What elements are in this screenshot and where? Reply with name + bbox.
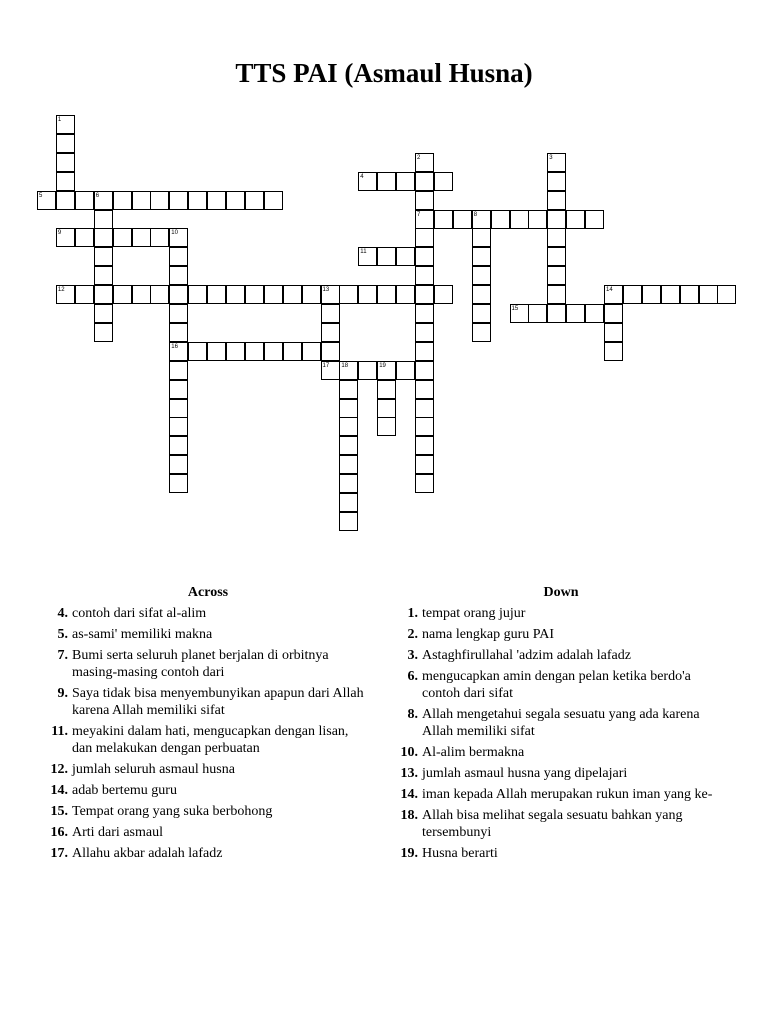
grid-cell[interactable] — [547, 228, 566, 247]
grid-cell[interactable] — [339, 417, 358, 436]
grid-cell[interactable] — [377, 361, 396, 380]
grid-cell[interactable] — [94, 228, 113, 247]
grid-cell[interactable] — [472, 266, 491, 285]
across-clue — [46, 845, 370, 862]
grid-cell[interactable] — [604, 323, 623, 342]
down-clue — [396, 765, 726, 782]
grid-cell[interactable] — [415, 304, 434, 323]
grid-cell[interactable] — [56, 134, 75, 153]
grid-cell[interactable] — [302, 285, 321, 304]
grid-cell[interactable] — [415, 455, 434, 474]
clue-number: 5. — [57, 627, 68, 642]
across-heading: Across — [187, 585, 229, 600]
grid-cell[interactable] — [415, 436, 434, 455]
grid-cell[interactable] — [547, 191, 566, 210]
across-clue — [46, 782, 370, 799]
clue-number: 6. — [407, 669, 418, 684]
grid-cell[interactable] — [339, 493, 358, 512]
grid-cell[interactable] — [169, 380, 188, 399]
grid-cell[interactable] — [245, 342, 264, 361]
clue-number: 3 — [549, 154, 553, 161]
grid-cell[interactable] — [226, 191, 245, 210]
grid-cell[interactable] — [188, 191, 207, 210]
clue-number: 12 — [57, 287, 65, 294]
grid-cell[interactable] — [56, 153, 75, 172]
grid-cell[interactable] — [339, 380, 358, 399]
grid-cell[interactable] — [358, 361, 377, 380]
grid-cell[interactable] — [339, 285, 358, 304]
clue-number: 14. — [50, 783, 68, 798]
down-clue — [396, 626, 726, 643]
grid-cell[interactable] — [377, 172, 396, 191]
grid-cell[interactable] — [169, 417, 188, 436]
clue-number: 10 — [171, 230, 178, 237]
clue-number: 18. — [400, 808, 418, 823]
grid-cell[interactable] — [642, 285, 661, 304]
grid-cell[interactable] — [56, 172, 75, 191]
grid-cell[interactable] — [604, 342, 623, 361]
grid-cell[interactable] — [94, 285, 113, 304]
grid-cell[interactable] — [264, 342, 283, 361]
grid-cell[interactable] — [113, 228, 132, 247]
clue-text: Arti dari asmaul — [72, 825, 163, 840]
grid-cell[interactable] — [226, 342, 245, 361]
clue-number: 18 — [341, 362, 349, 369]
clue-number: 1 — [57, 117, 62, 123]
across-clue — [46, 685, 370, 719]
clue-number: 7. — [57, 648, 68, 663]
grid-cell[interactable] — [415, 342, 434, 361]
grid-cell[interactable] — [188, 342, 207, 361]
grid-cell[interactable] — [415, 323, 434, 342]
grid-cell[interactable] — [358, 285, 377, 304]
down-clue — [396, 706, 726, 740]
grid-cell[interactable] — [339, 512, 358, 531]
grid-cell[interactable] — [566, 304, 585, 323]
grid-cell[interactable] — [377, 380, 396, 399]
grid-cell[interactable] — [434, 210, 453, 229]
clue-number: 19 — [379, 362, 386, 369]
clue-number: 13. — [400, 766, 418, 781]
clue-number: 14. — [400, 787, 418, 802]
grid-cell[interactable] — [132, 228, 151, 247]
grid-cell[interactable] — [56, 115, 75, 134]
grid-cell[interactable] — [283, 285, 302, 304]
grid-cell[interactable] — [321, 323, 340, 342]
clue-text: Allah bisa melihat segala sesuatu bahkan yang tersembunyi — [422, 808, 683, 840]
down-heading: Down — [543, 585, 579, 600]
grid-cell[interactable] — [302, 342, 321, 361]
grid-cell[interactable] — [94, 266, 113, 285]
clue-number: 14 — [606, 287, 613, 294]
grid-cell[interactable] — [94, 210, 113, 229]
grid-cell[interactable] — [169, 247, 188, 266]
grid-cell[interactable] — [377, 417, 396, 436]
clue-text: Allahu akbar adalah lafadz — [72, 846, 223, 861]
grid-cell[interactable] — [245, 285, 264, 304]
grid-cell[interactable] — [94, 323, 113, 342]
clue-text: Saya tidak bisa menyembunyikan apapun dari Allah karena Allah memiliki sifat — [72, 686, 364, 718]
clue-number: 9 — [57, 230, 62, 237]
grid-cell[interactable] — [207, 285, 226, 304]
grid-cell[interactable] — [396, 285, 415, 304]
grid-cell[interactable] — [547, 153, 566, 172]
grid-cell[interactable] — [415, 228, 434, 247]
grid-cell[interactable] — [207, 191, 226, 210]
grid-cell[interactable] — [415, 153, 434, 172]
clue-text: meyakini dalam hati, mengucapkan dengan lisan, dan melakukan dengan perbuatan — [72, 724, 349, 756]
grid-cell[interactable] — [264, 285, 283, 304]
grid-cell[interactable] — [283, 342, 302, 361]
across-clue — [46, 824, 370, 841]
clue-number: 19. — [400, 846, 418, 861]
grid-cell[interactable] — [415, 361, 434, 380]
down-clue — [396, 807, 726, 841]
across-clue — [46, 723, 370, 757]
grid-cell[interactable] — [472, 228, 491, 247]
grid-cell[interactable] — [472, 323, 491, 342]
clue-number: 17. — [50, 846, 68, 861]
grid-cell[interactable] — [169, 228, 188, 247]
across-clue — [46, 647, 370, 681]
clue-number: 13 — [322, 287, 330, 294]
grid-cell[interactable] — [717, 285, 736, 304]
grid-cell[interactable] — [169, 191, 188, 210]
grid-cell[interactable] — [226, 285, 245, 304]
grid-cell[interactable] — [339, 455, 358, 474]
grid-cell[interactable] — [434, 172, 453, 191]
grid-cell[interactable] — [528, 210, 547, 229]
grid-cell[interactable] — [94, 191, 113, 210]
grid-cell[interactable] — [358, 247, 377, 266]
grid-cell[interactable] — [472, 285, 491, 304]
down-clue — [396, 744, 726, 761]
grid-cell[interactable] — [207, 342, 226, 361]
grid-cell[interactable] — [547, 247, 566, 266]
grid-cell[interactable] — [604, 285, 623, 304]
clue-number: 4 — [360, 173, 364, 180]
grid-cell[interactable] — [169, 285, 188, 304]
grid-cell[interactable] — [415, 474, 434, 493]
grid-cell[interactable] — [94, 247, 113, 266]
clue-text: Bumi serta seluruh planet berjalan di orbitnya masing-masing contoh dari — [72, 648, 329, 680]
clue-number: 16. — [50, 825, 68, 840]
clue-number: 3. — [407, 648, 418, 663]
clue-text: jumlah seluruh asmaul husna — [72, 762, 235, 777]
grid-cell[interactable] — [415, 399, 434, 418]
clue-text: iman kepada Allah merupakan rukun iman yang ke- — [422, 787, 713, 802]
clue-text: Allah mengetahui segala sesuatu yang ada karena Allah memiliki sifat — [422, 707, 700, 739]
grid-cell[interactable] — [169, 266, 188, 285]
clue-text: tempat orang jujur — [422, 606, 526, 621]
grid-cell[interactable] — [510, 304, 529, 323]
grid-cell[interactable] — [623, 285, 642, 304]
grid-cell[interactable] — [396, 172, 415, 191]
grid-cell[interactable] — [547, 266, 566, 285]
grid-cell[interactable] — [169, 304, 188, 323]
grid-cell[interactable] — [321, 342, 340, 361]
grid-cell[interactable] — [415, 285, 434, 304]
across-clue — [46, 626, 370, 643]
grid-cell[interactable] — [245, 191, 264, 210]
grid-cell[interactable] — [56, 191, 75, 210]
grid-cell[interactable] — [566, 210, 585, 229]
grid-cell[interactable] — [661, 285, 680, 304]
clue-number: 15 — [511, 306, 519, 312]
grid-cell[interactable] — [528, 304, 547, 323]
down-clue — [396, 845, 726, 862]
grid-cell[interactable] — [472, 304, 491, 323]
grid-cell[interactable] — [547, 304, 566, 323]
clue-text: mengucapkan amin dengan pelan ketika berdo'a contoh dari sifat — [422, 669, 691, 701]
grid-cell[interactable] — [604, 304, 623, 323]
grid-cell[interactable] — [377, 399, 396, 418]
down-clue — [396, 786, 726, 803]
grid-cell[interactable] — [585, 304, 604, 323]
page-title: TTS PAI (Asmaul Husna) — [235, 58, 533, 88]
grid-cell[interactable] — [547, 172, 566, 191]
clue-number: 11 — [360, 249, 367, 256]
clue-text: as-sami' memiliki makna — [72, 627, 213, 642]
grid-cell[interactable] — [37, 191, 56, 210]
clue-number: 6 — [95, 192, 100, 199]
grid-cell[interactable] — [415, 380, 434, 399]
down-clue — [396, 668, 726, 702]
clue-number: 8. — [407, 707, 418, 722]
down-clue — [396, 605, 726, 622]
clue-text: Al-alim bermakna — [422, 745, 525, 760]
clue-number: 17 — [322, 362, 330, 369]
grid-cell[interactable] — [169, 474, 188, 493]
grid-cell[interactable] — [113, 285, 132, 304]
grid-cell[interactable] — [188, 285, 207, 304]
grid-cell[interactable] — [321, 304, 340, 323]
clue-text: contoh dari sifat al-alim — [72, 606, 207, 621]
clue-number: 7 — [417, 211, 421, 218]
across-clue — [46, 803, 370, 820]
grid-cell[interactable] — [75, 228, 94, 247]
grid-cell[interactable] — [396, 247, 415, 266]
grid-cell[interactable] — [377, 247, 396, 266]
grid-cell[interactable] — [547, 210, 566, 229]
grid-cell[interactable] — [169, 399, 188, 418]
grid-cell[interactable] — [169, 361, 188, 380]
grid-cell[interactable] — [415, 191, 434, 210]
clue-number: 9. — [57, 686, 68, 701]
grid-cell[interactable] — [321, 285, 340, 304]
grid-cell[interactable] — [75, 285, 94, 304]
grid-cell[interactable] — [169, 455, 188, 474]
across-clues — [46, 585, 370, 866]
clue-text: jumlah asmaul husna yang dipelajari — [422, 766, 628, 781]
grid-cell[interactable] — [415, 247, 434, 266]
across-clue — [46, 605, 370, 622]
grid-cell[interactable] — [415, 417, 434, 436]
grid-cell[interactable] — [510, 210, 529, 229]
grid-cell[interactable] — [132, 191, 151, 210]
grid-cell[interactable] — [339, 474, 358, 493]
grid-cell[interactable] — [150, 228, 169, 247]
grid-cell[interactable] — [453, 210, 472, 229]
grid-cell[interactable] — [169, 323, 188, 342]
grid-cell[interactable] — [415, 210, 434, 229]
grid-cell[interactable] — [434, 285, 453, 304]
grid-cell[interactable] — [415, 172, 434, 191]
clue-text: Tempat orang yang suka berbohong — [72, 804, 273, 819]
grid-cell[interactable] — [113, 191, 132, 210]
grid-cell[interactable] — [56, 285, 75, 304]
grid-cell[interactable] — [132, 285, 151, 304]
clue-number: 2 — [417, 154, 421, 161]
clue-number: 16 — [171, 343, 178, 350]
grid-cell[interactable] — [699, 285, 718, 304]
clue-number: 12. — [50, 762, 68, 777]
grid-cell[interactable] — [339, 399, 358, 418]
grid-cell[interactable] — [169, 436, 188, 455]
across-clue — [46, 761, 370, 778]
grid-cell[interactable] — [472, 210, 491, 229]
clue-number: 15. — [50, 804, 68, 819]
grid-cell[interactable] — [94, 304, 113, 323]
grid-cell[interactable] — [358, 172, 377, 191]
grid-cell[interactable] — [339, 436, 358, 455]
clue-text: nama lengkap guru PAI — [422, 627, 555, 642]
clue-number: 5 — [39, 192, 43, 199]
grid-cell[interactable] — [321, 361, 340, 380]
clue-text: adab bertemu guru — [72, 783, 177, 798]
grid-cell[interactable] — [150, 285, 169, 304]
clue-number: 4. — [57, 606, 68, 621]
grid-cell[interactable] — [169, 342, 188, 361]
grid-cell[interactable] — [680, 285, 699, 304]
down-clues — [396, 585, 726, 866]
clue-number: 1. — [407, 606, 418, 621]
grid-cell[interactable] — [377, 285, 396, 304]
clue-text: Husna berarti — [422, 846, 498, 861]
clue-number: 8 — [473, 211, 478, 218]
grid-cell[interactable] — [472, 247, 491, 266]
clue-text: Astaghfirullahal 'adzim adalah lafadz — [422, 648, 631, 663]
grid-cell[interactable] — [415, 266, 434, 285]
grid-cell[interactable] — [585, 210, 604, 229]
grid-cell[interactable] — [547, 285, 566, 304]
grid-cell[interactable] — [396, 361, 415, 380]
down-clue — [396, 647, 726, 664]
grid-cell[interactable] — [75, 191, 94, 210]
clue-number: 2. — [407, 627, 418, 642]
grid-cell[interactable] — [491, 210, 510, 229]
grid-cell[interactable] — [339, 361, 358, 380]
grid-cell[interactable] — [56, 228, 75, 247]
grid-cell[interactable] — [150, 191, 169, 210]
clue-number: 11. — [51, 724, 68, 739]
grid-cell[interactable] — [264, 191, 283, 210]
clue-number: 10. — [400, 745, 418, 760]
